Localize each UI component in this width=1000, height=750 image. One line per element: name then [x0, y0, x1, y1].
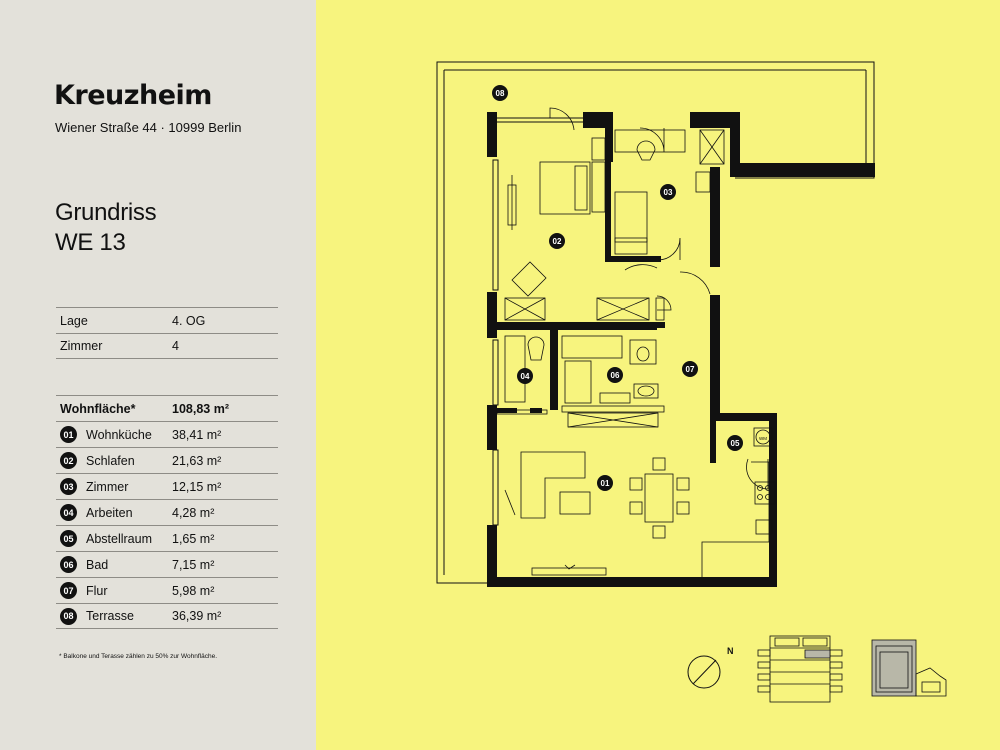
room-name: Terrasse — [86, 609, 134, 623]
room-marker-08: 08 — [495, 89, 505, 98]
room-row — [56, 577, 278, 603]
brand-logo: Kreuzheim — [54, 80, 212, 111]
info-row-zimmer — [56, 333, 278, 359]
floor-plan — [316, 0, 1000, 750]
building-elevation-icon — [758, 636, 842, 702]
room-number-badge: 05 — [60, 530, 77, 547]
room-marker-01: 01 — [600, 479, 610, 488]
room-marker-02: 02 — [552, 237, 562, 246]
room-area: 1,65 m² — [172, 531, 215, 546]
total-area-value: 108,83 m² — [172, 401, 229, 416]
furniture — [497, 108, 775, 577]
room-number-badge: 07 — [60, 582, 77, 599]
room-name: Wohnküche — [86, 427, 152, 442]
lage-value: 4. OG — [172, 313, 206, 328]
room-number-badge: 04 — [60, 504, 77, 521]
room-marker-07: 07 — [685, 365, 695, 374]
room-number-badge: 08 — [60, 608, 77, 625]
room-name: Schlafen — [86, 453, 135, 468]
title-line-2: WE 13 — [55, 229, 126, 256]
floor-plan-panel — [316, 0, 1000, 750]
room-name: Bad — [86, 557, 109, 572]
room-number-badge: 02 — [60, 452, 77, 469]
room-number-badge: 01 — [60, 426, 77, 443]
zimmer-label: Zimmer — [60, 339, 103, 353]
room-marker-03: 03 — [663, 188, 673, 197]
washer-label: WM — [759, 436, 767, 441]
room-number-badge: 03 — [60, 478, 77, 495]
zimmer-value: 4 — [172, 339, 179, 353]
sidebar — [0, 0, 316, 750]
room-row — [56, 447, 278, 473]
room-name: Flur — [86, 583, 108, 598]
room-area: 7,15 m² — [172, 557, 215, 572]
room-row — [56, 473, 278, 499]
room-marker-05: 05 — [730, 439, 740, 448]
title-line-1: Grundriss — [55, 199, 157, 226]
compass-icon — [688, 656, 720, 688]
room-area: 4,28 m² — [172, 505, 215, 520]
room-row — [56, 525, 278, 551]
total-area-row — [56, 395, 278, 421]
page-title — [55, 198, 156, 258]
room-row — [56, 603, 278, 629]
room-area: 38,41 m² — [172, 427, 222, 442]
room-name: Zimmer — [86, 479, 129, 494]
address: Wiener Straße 44 · 10999 Berlin — [55, 120, 242, 135]
room-area: 12,15 m² — [172, 479, 222, 494]
total-area-label: Wohnfläche* — [60, 401, 136, 416]
room-name: Arbeiten — [86, 505, 133, 520]
footnote: * Balkone und Terasse zählen zu 50% zur Wohnfläche. — [59, 653, 218, 660]
room-area: 36,39 m² — [172, 609, 222, 623]
info-row-lage — [56, 307, 278, 333]
room-row — [56, 421, 278, 447]
room-row — [56, 499, 278, 525]
room-marker-04: 04 — [520, 372, 530, 381]
room-name: Abstellraum — [86, 531, 152, 546]
room-area: 5,98 m² — [172, 583, 215, 598]
room-row — [56, 551, 278, 577]
room-marker-06: 06 — [610, 371, 620, 380]
room-area: 21,63 m² — [172, 453, 222, 468]
room-markers — [492, 85, 743, 491]
site-plan-icon — [872, 640, 946, 696]
north-label: N — [727, 646, 734, 656]
room-number-badge: 06 — [60, 556, 77, 573]
lage-label: Lage — [60, 313, 88, 328]
